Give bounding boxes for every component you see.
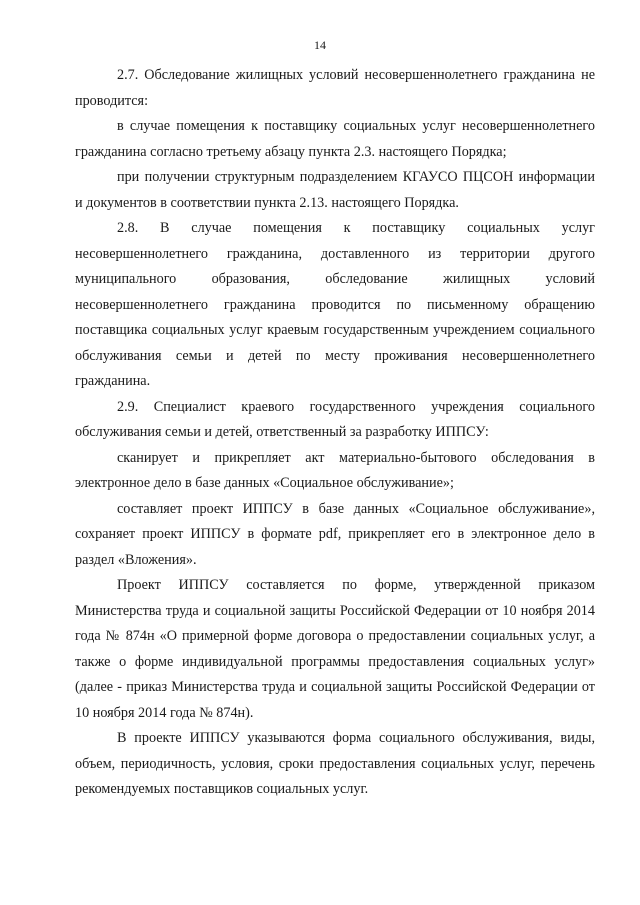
page-number: 14 (314, 38, 326, 52)
paragraph-2-8: 2.8. В случае помещения к поставщику социальных услуг несовершеннолетнего гражданина, доставленного из территории другого муниципального образования, обследование жилищных условий несовершеннолетнего гражданина проводится по письменному обращению поставщика социальных услуг краевым государственным учреждением социального обслуживания семьи и детей по месту проживания несовершеннолетнего гражданина. (75, 220, 595, 389)
paragraph-2-9: 2.9. Специалист краевого государственного учреждения социального обслуживания семьи и детей, ответственный за разработку ИППСУ: (75, 398, 595, 440)
paragraph-case-placement: в случае помещения к поставщику социальных услуг несовершеннолетнего гражданина согласно третьему абзацу пункта 2.3. настоящего Порядка; (75, 118, 595, 160)
paragraph-project-contents: В проекте ИППСУ указываются форма социального обслуживания, виды, объем, периодичность, условия, сроки предоставления социальных услуг, перечень рекомендуемых поставщиков социальных услуг. (75, 730, 595, 797)
paragraph-case-information: при получении структурным подразделением КГАУСО ПЦСОН информации и документов в соответствии пункта 2.13. настоящего Порядка. (75, 169, 595, 211)
paragraph-compose-project: составляет проект ИППСУ в базе данных «Социальное обслуживание», сохраняет проект ИППСУ в формате pdf, прикрепляет его в электронное дело в раздел «Вложения». (75, 500, 595, 568)
paragraph-2-7: 2.7. Обследование жилищных условий несовершеннолетнего гражданина не проводится: (75, 67, 595, 109)
document-body (75, 63, 595, 803)
paragraph-scan-act: сканирует и прикрепляет акт материально-бытового обследования в электронное дело в базе данных «Социальное обслуживание»; (75, 449, 595, 491)
paragraph-project-form: Проект ИППСУ составляется по форме, утвержденной приказом Министерства труда и социальной защиты Российской Федерации от 10 ноября 2014 года № 874н «О примерной форме договора о предоставлении социальных услуг, а также о форме индивидуальной программы предоставления социальных услуг» (далее - приказ Министерства труда и социальной защиты Российской Федерации от 10 ноября 2014 года № 874н). (75, 577, 595, 721)
